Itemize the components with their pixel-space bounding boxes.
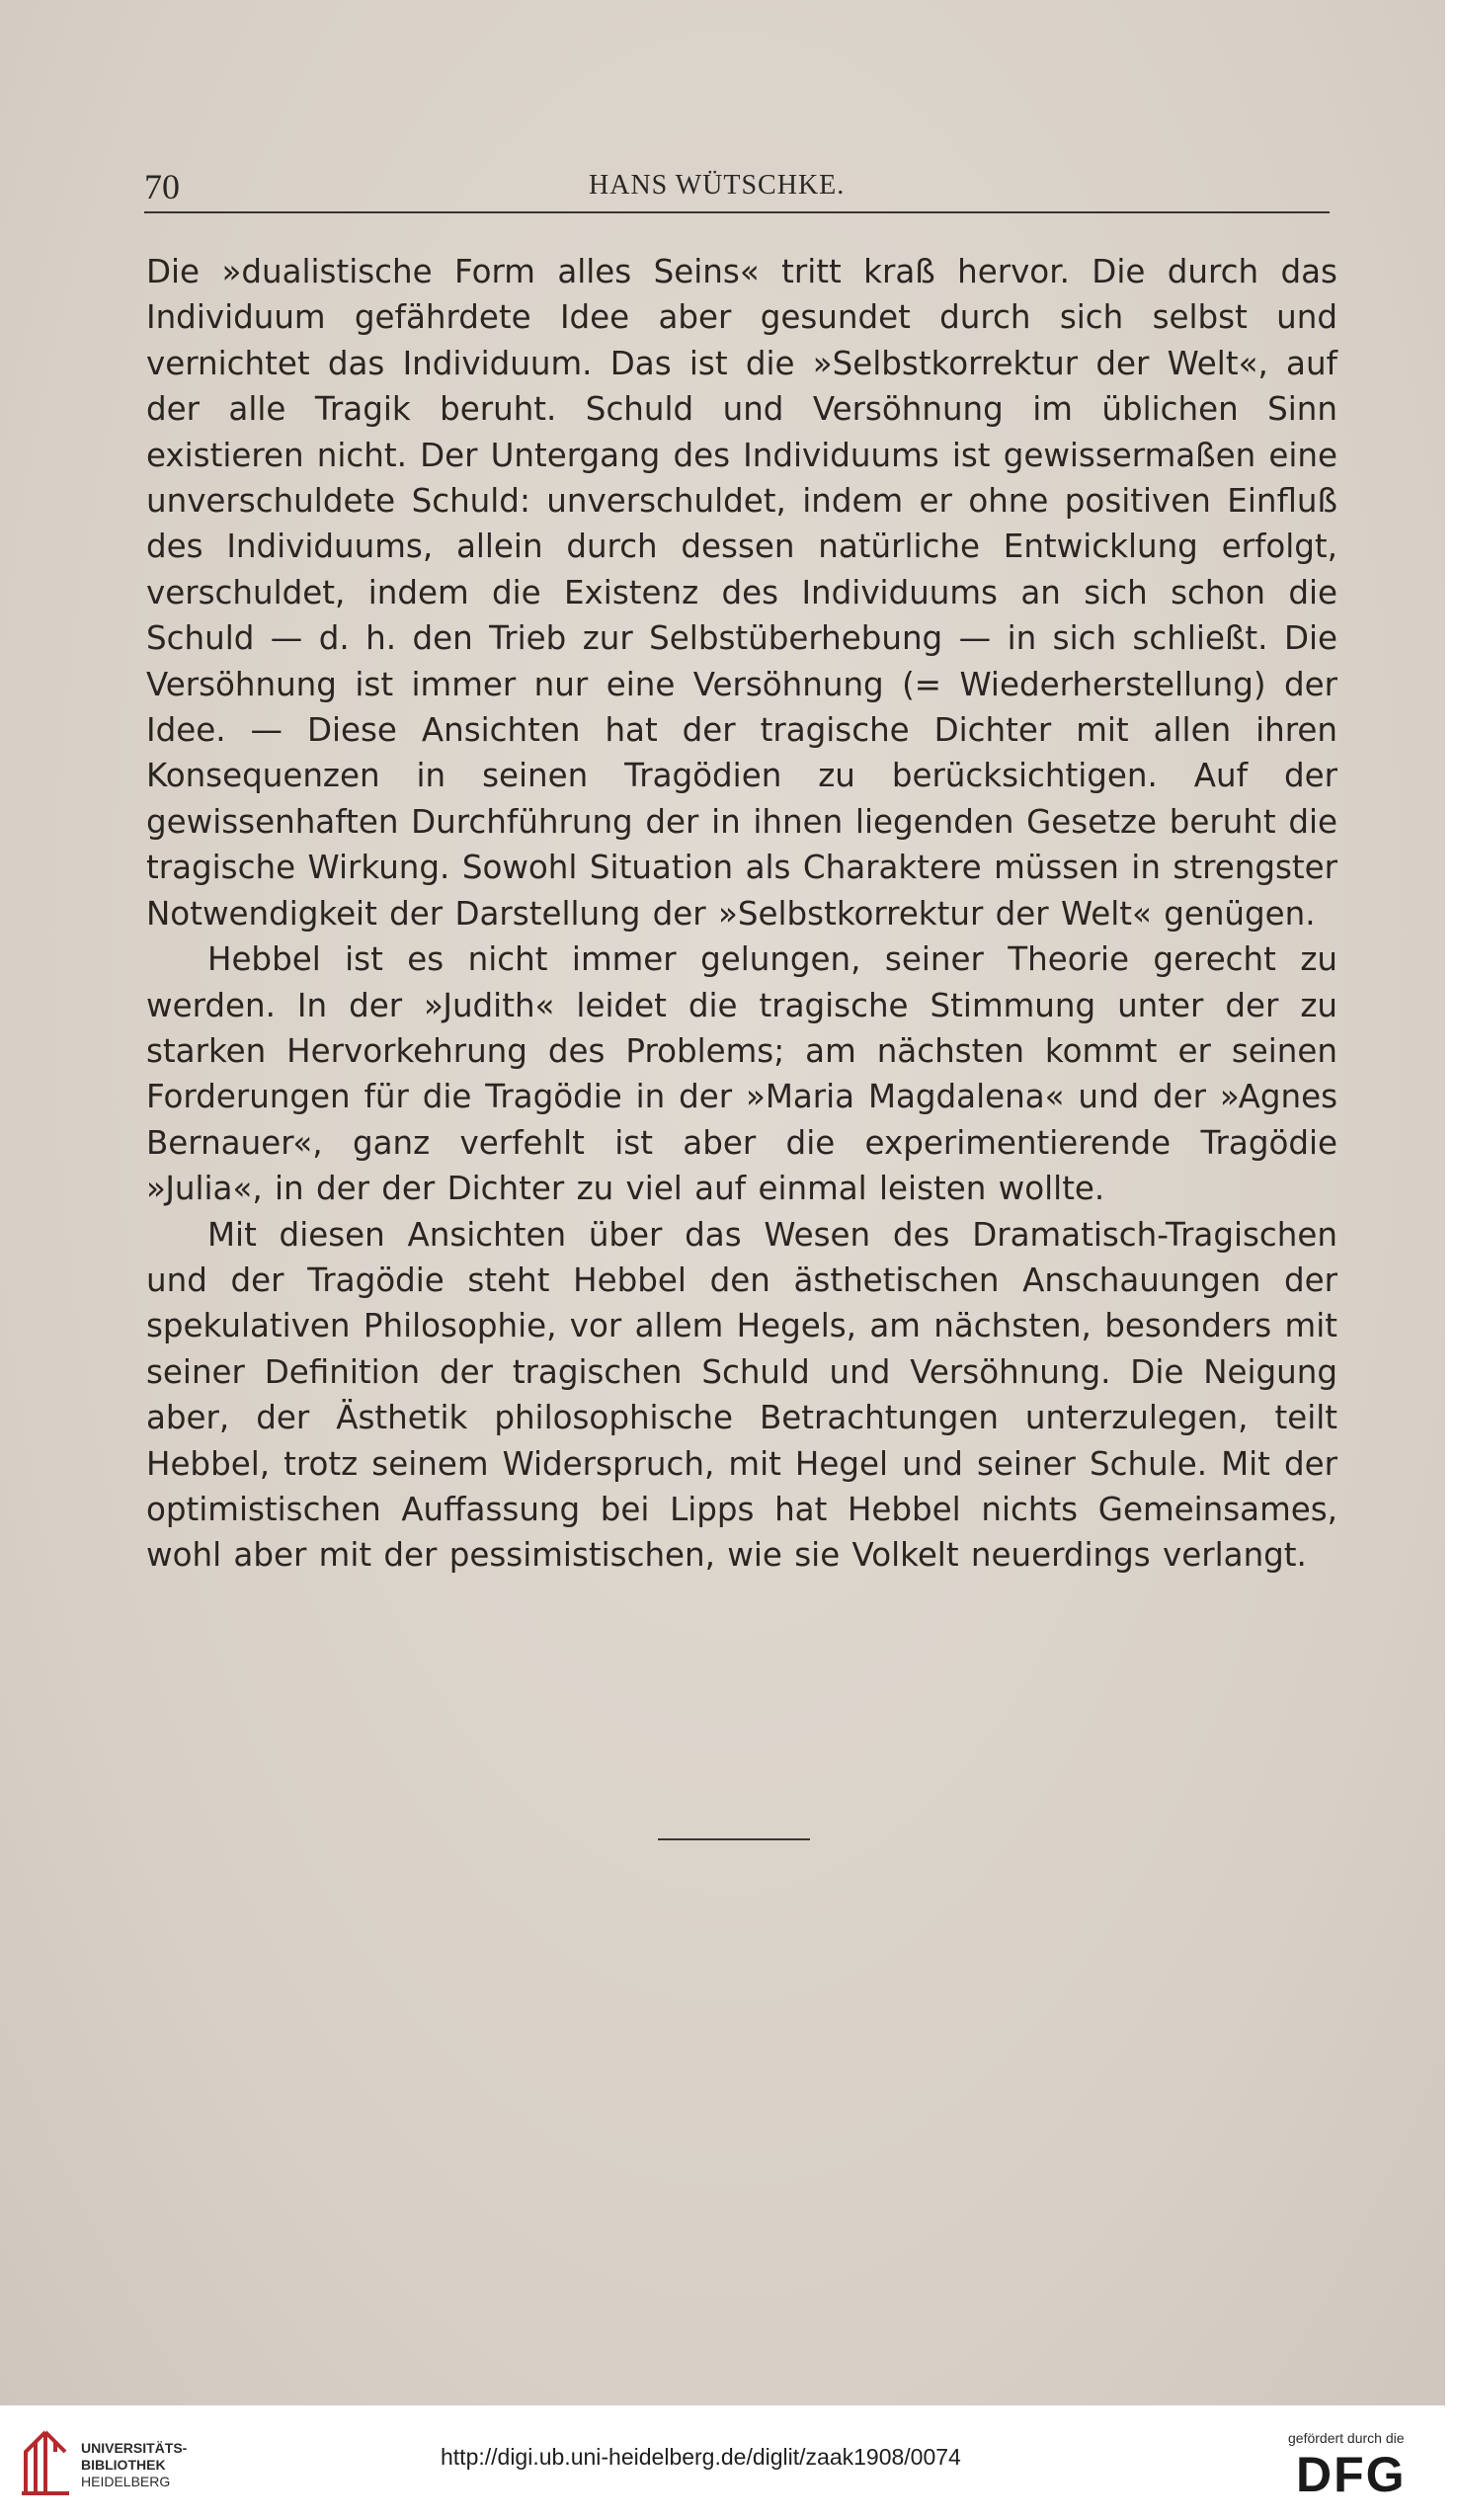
header-rule bbox=[144, 211, 1330, 213]
page-edge bbox=[1445, 0, 1457, 2405]
page-header bbox=[144, 166, 1330, 205]
end-rule bbox=[658, 1838, 810, 1840]
paragraph: Hebbel ist es nicht immer gelungen, seiner Theorie gerecht zu werden. In der »Judith« leidet die tragische Stimmung unter der zu starken Hervorkehrung des Problems; am nächsten kommt er seinen Forderungen für die Tragödie in der »Maria Magdalena« und der »Agnes Bernauer«, ganz verfehlt ist aber die experimentierende Tragödie »Julia«, in der der Dichter zu viel auf einmal leisten wollte. bbox=[146, 940, 1337, 1208]
page-number: 70 bbox=[144, 167, 180, 206]
university-library-logo-icon bbox=[16, 2428, 71, 2497]
body-text bbox=[146, 249, 1337, 1579]
library-line: UNIVERSITÄTS- bbox=[81, 2440, 188, 2456]
library-line: HEIDELBERG bbox=[81, 2474, 171, 2489]
dfg-logo: DFG bbox=[1296, 2447, 1407, 2502]
paragraph: Mit diesen Ansichten über das Wesen des Dramatisch-Tragischen und der Tragödie steht Hebbel den ästhetischen Anschauungen der spekulativen Philosophie, vor allem Hegels, am nächsten, besonders mit seiner Definition der tragischen Schuld und Versöhnung. Die Neigung aber, der Ästhetik philosophische Betrachtungen unterzulegen, teilt Hebbel, trotz seinem Widerspruch, mit Hegel und seiner Schule. Mit der optimistischen Auffassung bei Lipps hat Hebbel nichts Gemeinsames, wohl aber mit der pessimistischen, wie sie Volkelt neuerdings verlangt. bbox=[146, 1215, 1337, 1575]
paragraph: Die »dualistische Form alles Seins« tritt kraß hervor. Die durch das Individuum gefährdete Idee aber gesundet durch sich selbst und vernichtet das Individuum. Das ist die »Selbstkorrektur der Welt«, auf der alle Tragik beruht. Schuld und Versöhnung im üblichen Sinn existieren nicht. Der Untergang des Individuums ist gewissermaßen eine unverschuldete Schuld: unverschuldet, indem er ohne positiven Einfluß des Individuums, allein durch dessen natürliche Entwicklung erfolgt, verschuldet, indem die Existenz des Individuums an sich schon die Schuld — d. h. den Trieb zur Selbstüberhebung — in sich schließt. Die Versöhnung ist immer nur eine Versöhnung (= Wiederherstellung) der Idee. — Diese Ansichten hat der tragische Dichter mit allen ihren Konsequenzen in seinen Tragödien zu berücksichtigen. Auf der gewissenhaften Durchführung der in ihnen liegenden Gesetze beruht die tragische Wirkung. Sowohl Situation als Charaktere müssen in strengster Notwendigkeit der Darstellung der »Selbstkorrektur der Welt« genügen. bbox=[146, 253, 1337, 933]
funding-caption: gefördert durch die bbox=[1288, 2430, 1405, 2446]
permalink[interactable]: http://digi.ub.uni-heidelberg.de/diglit/zaak1908/0074 bbox=[441, 2444, 961, 2470]
running-head: HANS WÜTSCHKE. bbox=[589, 170, 846, 201]
library-name bbox=[81, 2440, 187, 2490]
library-line: BIBLIOTHEK bbox=[81, 2457, 166, 2473]
